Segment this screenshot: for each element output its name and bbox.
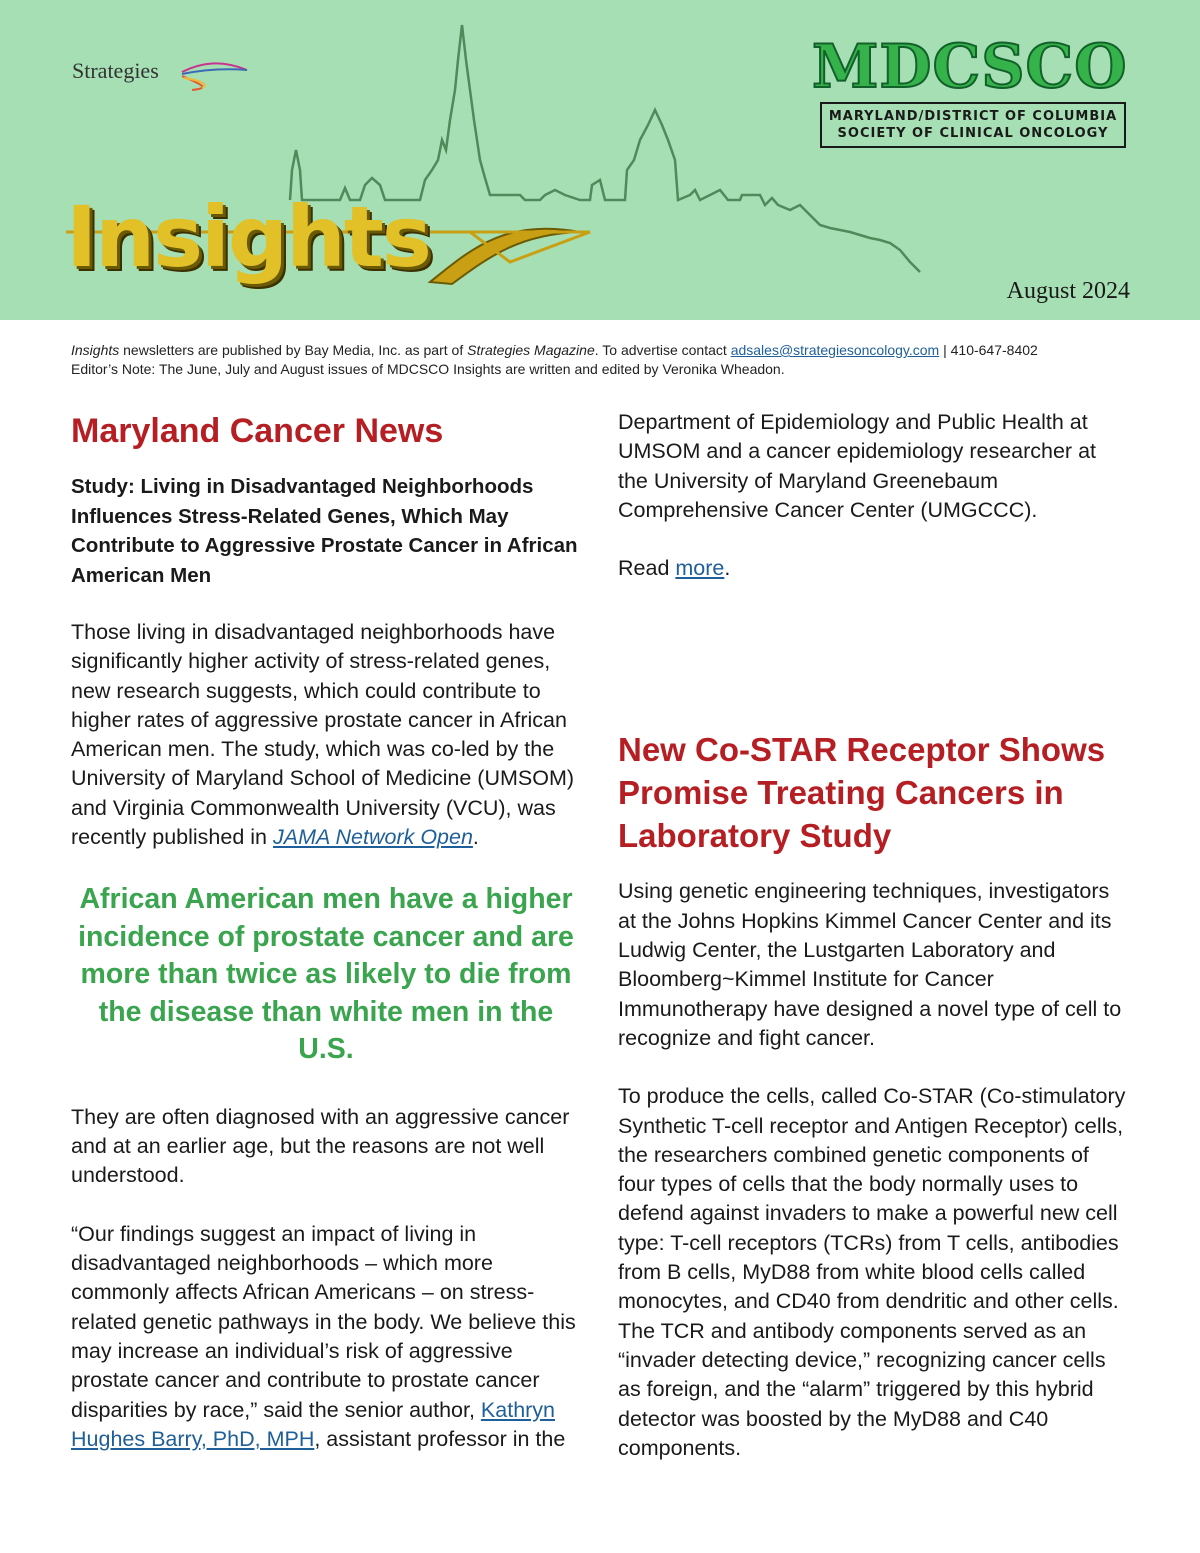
newsletter-header	[0, 0, 1200, 320]
left-column	[71, 412, 581, 1483]
insights-logo	[66, 188, 430, 286]
author-link[interactable]: Kathryn Hughes Barry, PhD, MPH	[71, 1397, 556, 1451]
advertising-email-link[interactable]: adsales@strategiesoncology.com	[730, 342, 940, 358]
insights-italic: Insights	[71, 342, 120, 358]
magazine-name: Strategies Magazine	[467, 342, 595, 358]
column-spacer	[618, 612, 1128, 728]
issue-date: August 2024	[1006, 278, 1130, 304]
jama-network-open-link[interactable]: JAMA Network Open	[272, 825, 473, 850]
advertise-text: . To advertise contact	[594, 342, 731, 358]
paragraph-end: .	[472, 825, 479, 850]
section-title-co-star: New Co-STAR Receptor Shows Promise Treating Cancers in Laboratory Study	[618, 731, 1106, 855]
mdcsco-logo	[812, 32, 1130, 148]
read-more-line	[618, 554, 1128, 583]
mdcsco-wordmark: MDCSCO	[812, 32, 1128, 102]
mdcsco-name-box	[820, 102, 1126, 148]
org-name-line-2: SOCIETY OF CLINICAL ONCOLOGY	[837, 126, 1109, 141]
strategies-logo: Strategies	[72, 58, 159, 83]
article-paragraph-3	[71, 1220, 581, 1454]
masthead-info	[71, 341, 1141, 379]
editors-note: Editor’s Note: The June, July and August issues of MDCSCO Insights are written and edited by Veronika Wheadon.	[71, 361, 785, 377]
article-continued-paragraph: Department of Epidemiology and Public Health at UMSOM and a cancer epidemiology researcher at the University of Maryland Greenebaum Comprehensive Cancer Center (UMGCCC).	[618, 410, 1096, 522]
publisher-line	[71, 341, 1141, 360]
paragraph-text: Those living in disadvantaged neighborhoods have significantly higher activity of stress-related genes, new research suggests, which could contribute to higher rates of aggressive prostate cancer in African American men. The study, which was co-led by the University of Maryland School of Medicine (UMSOM) and Virginia Commonwealth University (VCU), was recently published in	[71, 620, 575, 850]
org-name-line-1: MARYLAND/DISTRICT OF COLUMBIA	[828, 109, 1118, 124]
quote-end: , assistant professor in the	[314, 1426, 566, 1451]
right-column	[618, 408, 1128, 1492]
article-paragraph-1	[71, 618, 581, 852]
quote-text: “Our findings suggest an impact of living in disadvantaged neighborhoods – which more commonly affects African Americans – on stress-related genetic pathways in the body. We believe this may increase an individual’s risk of aggressive prostate cancer and contribute to prostate cancer disparities by race,” said the senior author,	[71, 1221, 576, 1422]
insights-wordmark: Insights	[66, 188, 430, 286]
article-paragraph-2: They are often diagnosed with an aggressive cancer and at an earlier age, but the reasons are not well understood.	[71, 1104, 570, 1188]
publisher-text: newsletters are published by Bay Media, Inc. as part of	[119, 342, 468, 358]
co-star-paragraph-2: To produce the cells, called Co-STAR (Co-stimulatory Synthetic T-cell receptor and Antigen Receptor) cells, the researchers combined genetic components of four types of cells that the body normally uses to defend against invaders to make a powerful new cell type: T-cell receptors (TCRs) from T cells, antibodies from B cells, MyD88 from white blood cells called monocytes, and CD40 from dendritic and other cells. The TCR and antibody components served as an “invader detecting device,” recognizing cancer cells as foreign, and the “alarm” triggered by this hybrid detector was boosted by the MyD88 and C40 components.	[618, 1084, 1126, 1460]
pull-quote: African American men have a higher incidence of prostate cancer and are more than twice as likely to die from the disease than white men in the U.S.	[78, 883, 574, 1066]
phone-number: | 410-647-8402	[939, 342, 1038, 358]
read-more-link[interactable]: more	[675, 556, 725, 581]
read-prefix: Read	[618, 556, 676, 581]
read-suffix: .	[724, 556, 731, 581]
article-headline: Study: Living in Disadvantaged Neighborhoods Influences Stress-Related Genes, Which May Contribute to Aggressive Prostate Cancer in African American Men	[71, 475, 578, 587]
co-star-paragraph-1: Using genetic engineering techniques, investigators at the Johns Hopkins Kimmel Cancer Center and its Ludwig Center, the Lustgarten Laboratory and Bloomberg~Kimmel Institute for Cancer Immunotherapy have designed a novel type of cell to recognize and fight cancer.	[618, 879, 1122, 1050]
section-title-maryland-cancer-news: Maryland Cancer News	[71, 412, 444, 450]
